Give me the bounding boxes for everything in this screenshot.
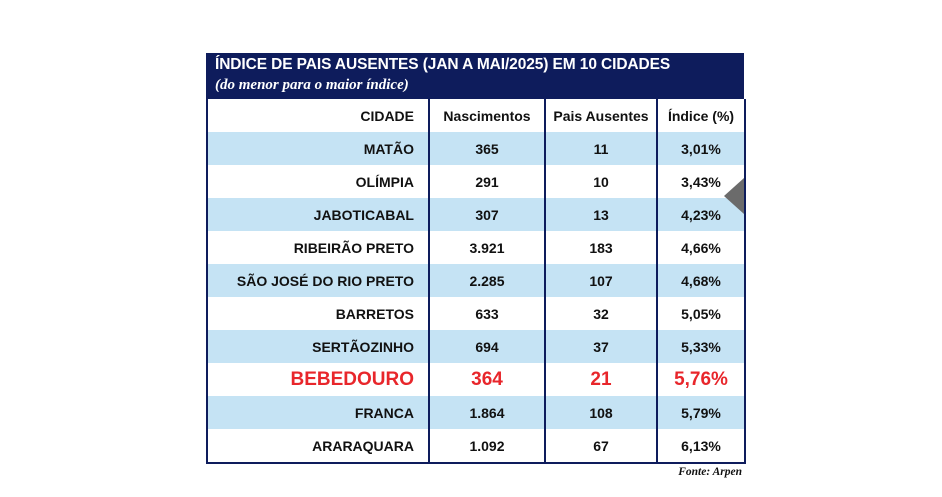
cell-city: MATÃO bbox=[207, 132, 429, 165]
cell-absent: 10 bbox=[545, 165, 657, 198]
cell-births: 1.864 bbox=[429, 396, 545, 429]
table-row bbox=[207, 330, 745, 363]
cell-absent: 183 bbox=[545, 231, 657, 264]
cell-absent: 21 bbox=[545, 363, 657, 396]
cell-absent: 13 bbox=[545, 198, 657, 231]
cell-absent: 11 bbox=[545, 132, 657, 165]
cell-births: 291 bbox=[429, 165, 545, 198]
table-row bbox=[207, 264, 745, 297]
cell-births: 307 bbox=[429, 198, 545, 231]
cell-city: OLÍMPIA bbox=[207, 165, 429, 198]
cell-city: RIBEIRÃO PRETO bbox=[207, 231, 429, 264]
table-row bbox=[207, 198, 745, 231]
column-header-absent: Pais Ausentes bbox=[545, 99, 657, 132]
cell-city: ARARAQUARA bbox=[207, 429, 429, 463]
data-table bbox=[206, 99, 746, 464]
table-row bbox=[207, 429, 745, 463]
column-header-births: Nascimentos bbox=[429, 99, 545, 132]
cell-index: 5,05% bbox=[657, 297, 745, 330]
cell-index: 5,79% bbox=[657, 396, 745, 429]
cell-city: FRANCA bbox=[207, 396, 429, 429]
index-table-panel bbox=[206, 53, 744, 478]
table-row bbox=[207, 165, 745, 198]
cell-index: 5,76% bbox=[657, 363, 745, 396]
cell-index: 5,33% bbox=[657, 330, 745, 363]
cell-absent: 108 bbox=[545, 396, 657, 429]
cell-index: 6,13% bbox=[657, 429, 745, 463]
cell-city: BEBEDOURO bbox=[207, 363, 429, 396]
cell-absent: 107 bbox=[545, 264, 657, 297]
cell-births: 3.921 bbox=[429, 231, 545, 264]
cell-births: 365 bbox=[429, 132, 545, 165]
table-title: ÍNDICE DE PAIS AUSENTES (JAN A MAI/2025) EM 10 CIDADES bbox=[215, 56, 671, 73]
table-row bbox=[207, 132, 745, 165]
triangle-left-icon bbox=[724, 178, 744, 214]
table-header-banner bbox=[206, 53, 744, 99]
cell-index: 3,01% bbox=[657, 132, 745, 165]
cell-births: 364 bbox=[429, 363, 545, 396]
cell-index: 4,68% bbox=[657, 264, 745, 297]
cell-index: 4,23% bbox=[657, 198, 745, 231]
source-note: Fonte: Arpen bbox=[678, 466, 742, 478]
cell-births: 1.092 bbox=[429, 429, 545, 463]
cell-absent: 32 bbox=[545, 297, 657, 330]
cell-index: 4,66% bbox=[657, 231, 745, 264]
cell-absent: 37 bbox=[545, 330, 657, 363]
cell-city: BARRETOS bbox=[207, 297, 429, 330]
cell-births: 2.285 bbox=[429, 264, 545, 297]
cell-city: SERTÃOZINHO bbox=[207, 330, 429, 363]
table-row bbox=[207, 396, 745, 429]
cell-city: SÃO JOSÉ DO RIO PRETO bbox=[207, 264, 429, 297]
cell-births: 633 bbox=[429, 297, 545, 330]
column-header-row bbox=[207, 99, 745, 132]
cell-city: JABOTICABAL bbox=[207, 198, 429, 231]
cell-index: 3,43% bbox=[657, 165, 745, 198]
column-header-index: Índice (%) bbox=[657, 99, 745, 132]
cell-births: 694 bbox=[429, 330, 545, 363]
table-row bbox=[207, 363, 745, 396]
cell-absent: 67 bbox=[545, 429, 657, 463]
table-row bbox=[207, 231, 745, 264]
table-row bbox=[207, 297, 745, 330]
column-header-city: CIDADE bbox=[360, 107, 414, 124]
table-subtitle: (do menor para o maior índice) bbox=[215, 77, 409, 93]
